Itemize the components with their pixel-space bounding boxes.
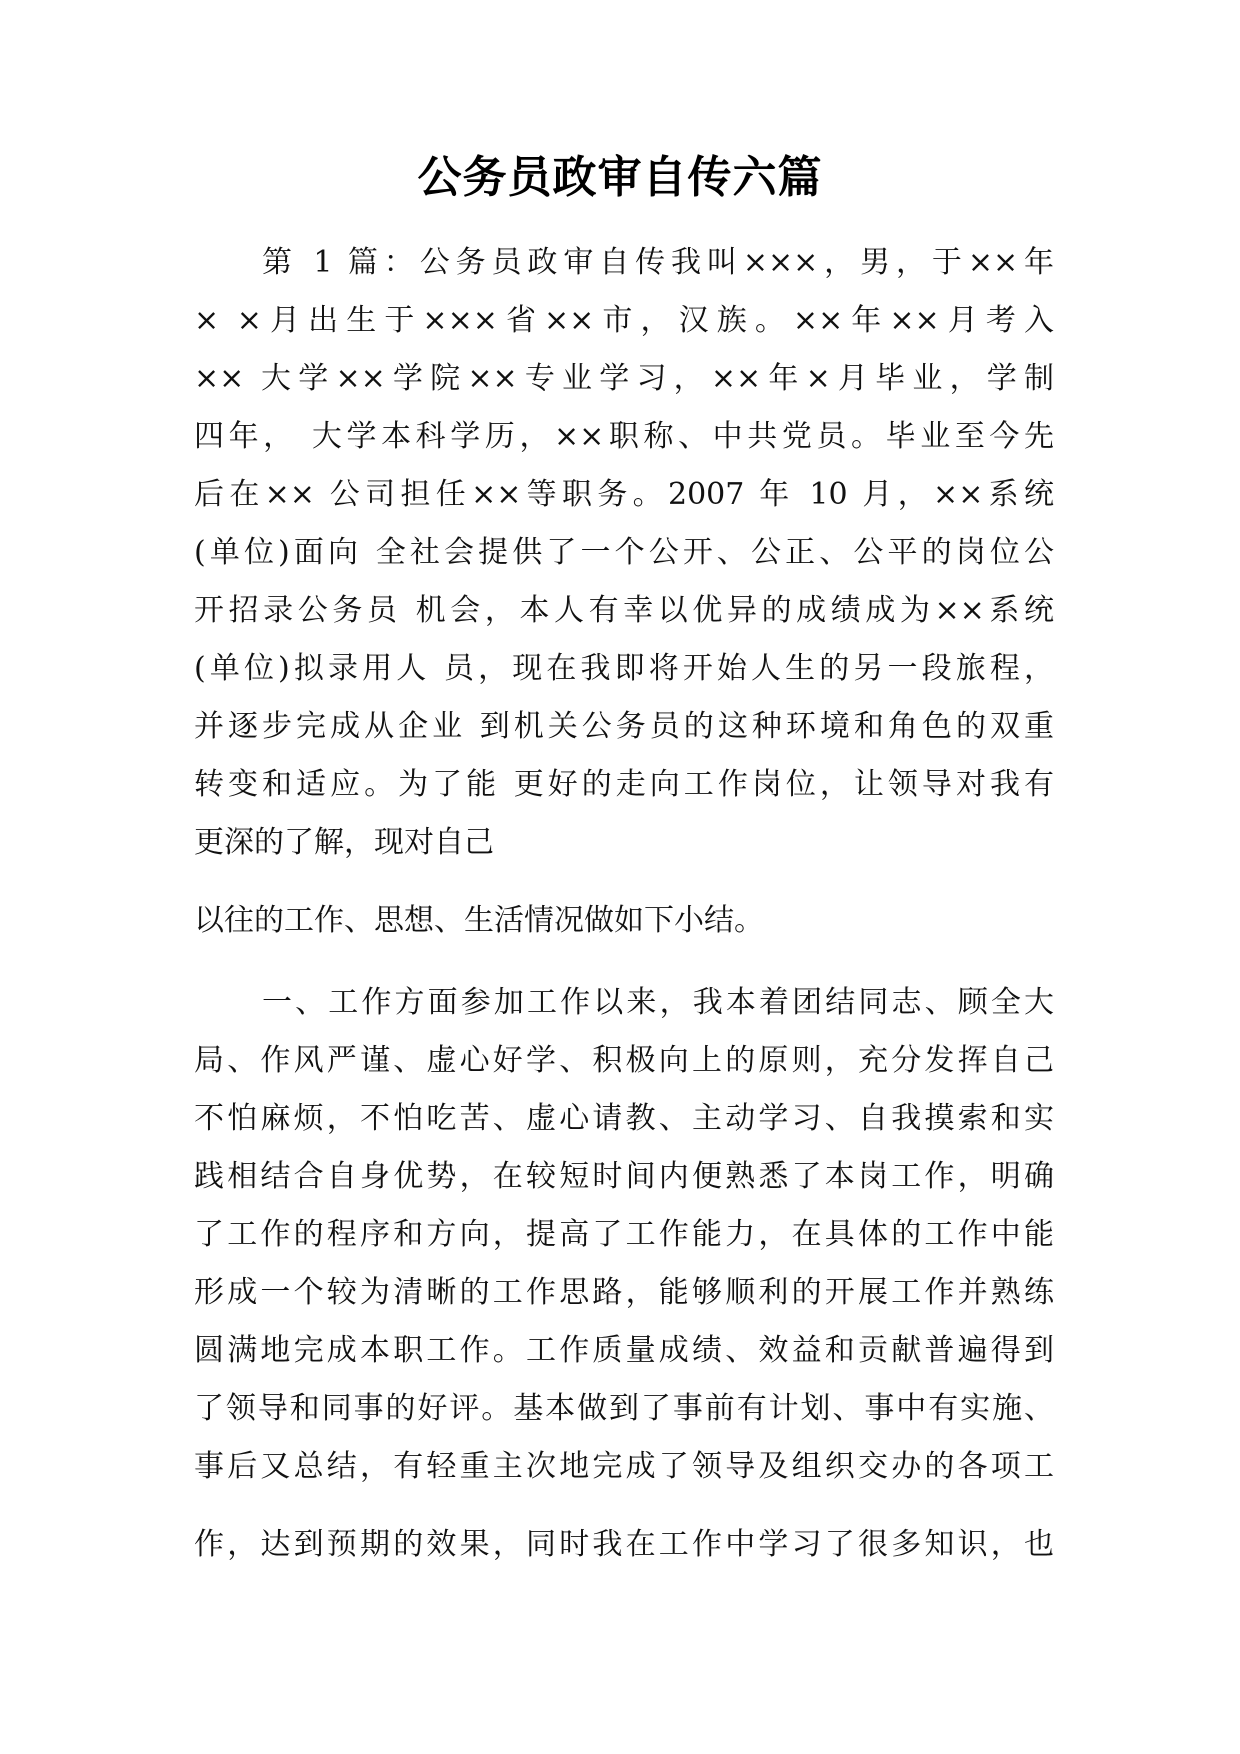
paragraph-line: 并逐步完成从企业 到机关公务员的这种环境和角色的双重 [194, 709, 1054, 744]
paragraph-line: ×× 大学××学院××专业学习，××年×月毕业，学制 [194, 361, 1054, 396]
document-title: 公务员政审自传六篇 [417, 152, 823, 203]
paragraph-line: (单位)拟录用人 员，现在我即将开始人生的另一段旅程， [194, 651, 1054, 686]
paragraph-line: 了工作的程序和方向，提高了工作能力，在具体的工作中能 [194, 1217, 1054, 1252]
paragraph-line: 了领导和同事的好评。基本做到了事前有计划、事中有实施、 [194, 1391, 1054, 1426]
paragraph-line: 作，达到预期的效果，同时我在工作中学习了很多知识，也 [194, 1527, 1054, 1562]
paragraph-line: 转变和适应。为了能 更好的走向工作岗位，让领导对我有 [194, 767, 1054, 802]
paragraph-line: 践相结合自身优势，在较短时间内便熟悉了本岗工作，明确 [194, 1159, 1054, 1194]
paragraph-line: 更深的了解，现对自己 [194, 825, 494, 860]
paragraph-line: 四年， 大学本科学历，××职称、中共党员。毕业至今先 [194, 419, 1054, 454]
paragraph-line: 事后又总结，有轻重主次地完成了领导及组织交办的各项工 [194, 1449, 1054, 1484]
paragraph-line: 不怕麻烦，不怕吃苦、虚心请教、主动学习、自我摸索和实 [194, 1101, 1054, 1136]
paragraph-line: 局、作风严谨、虚心好学、积极向上的原则，充分发挥自己 [194, 1043, 1054, 1078]
paragraph-line: 第 1 篇：公务员政审自传我叫×××，男，于××年 [262, 245, 1054, 280]
paragraph-line: 形成一个较为清晰的工作思路，能够顺利的开展工作并熟练 [194, 1275, 1054, 1310]
paragraph-line: 圆满地完成本职工作。工作质量成绩、效益和贡献普遍得到 [194, 1333, 1054, 1368]
paragraph-line: 一、工作方面参加工作以来，我本着团结同志、顾全大 [262, 985, 1054, 1020]
paragraph-line: (单位)面向 全社会提供了一个公开、公正、公平的岗位公 [194, 535, 1054, 570]
paragraph-line: × ×月出生于×××省××市，汉族。××年××月考入 [194, 303, 1054, 338]
paragraph-line: 以往的工作、思想、生活情况做如下小结。 [194, 903, 764, 938]
paragraph-line: 后在×× 公司担任××等职务。2007 年 10 月，××系统 [194, 477, 1054, 512]
paragraph-line: 开招录公务员 机会，本人有幸以优异的成绩成为××系统 [194, 593, 1054, 628]
